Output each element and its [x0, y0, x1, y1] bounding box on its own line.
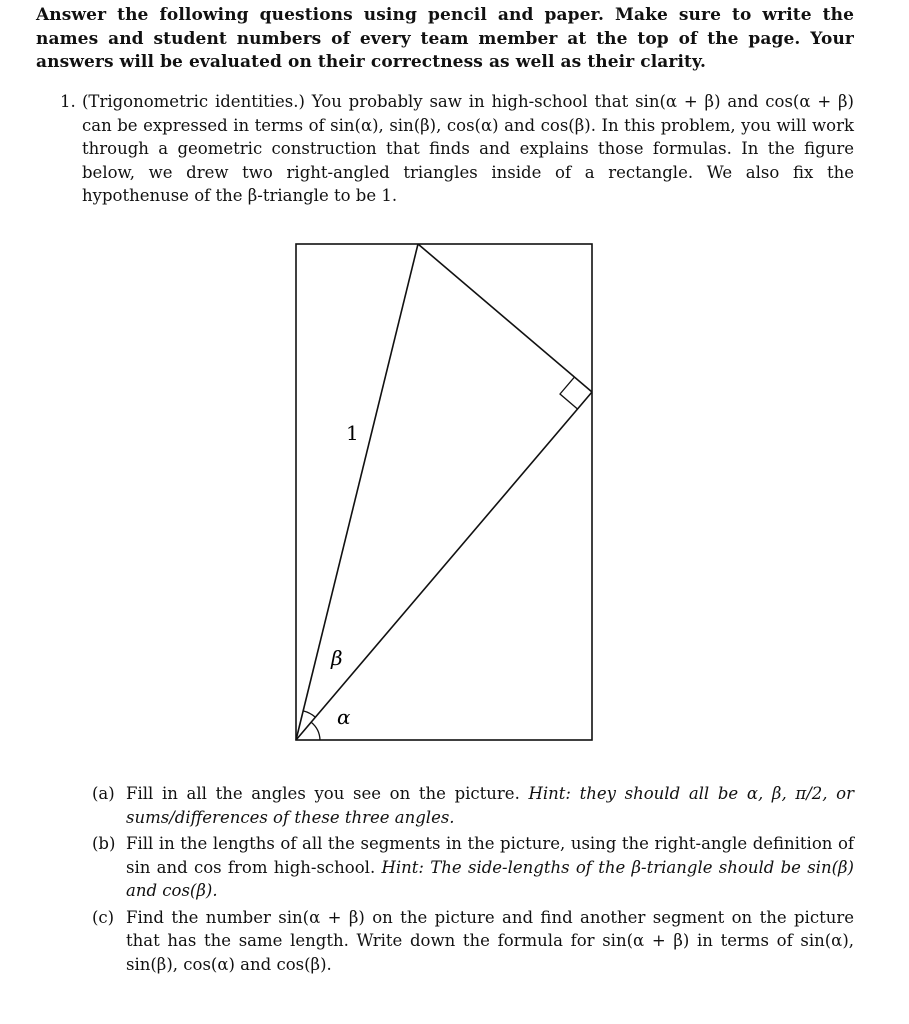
problem-number: 1. — [60, 92, 76, 111]
alpha-label: α — [337, 705, 351, 729]
instructions-text: Answer the following questions using pencil and paper. Make sure to write the names and student numbers of every team member at the top of the page. Your answers will be evaluated on their correctness as well as their clarity. — [36, 5, 854, 72]
part-a — [92, 782, 854, 829]
part-b-text: Fill in the lengths of all the segments in the picture, using the right-angle definition of sin and cos from high-school. — [126, 834, 854, 877]
part-b-hint: Hint: The side-lengths of the β-triangle should be sin(β) and cos(β). — [126, 857, 854, 900]
part-a-text: Fill in all the angles you see on the picture. — [126, 784, 520, 803]
hypotenuse-segment — [296, 244, 418, 740]
part-b-label: (b) — [92, 834, 116, 853]
part-b — [92, 832, 854, 903]
part-c-label: (c) — [92, 907, 115, 927]
part-a-hint: Hint: they should all be α, β, π/2, or sums/differences of these three angles. — [126, 784, 854, 827]
problem-title: (Trigonometric identities.) — [82, 92, 305, 111]
beta-label: β — [331, 646, 343, 670]
sub-questions — [92, 782, 854, 979]
beta-opposite-segment — [418, 244, 592, 392]
right-angle-marker — [560, 377, 578, 409]
part-a-label: (a) — [92, 784, 115, 803]
beta-angle-arc — [303, 711, 315, 717]
part-c — [92, 906, 854, 977]
alpha-hypotenuse-segment — [296, 392, 592, 740]
alpha-angle-arc — [311, 722, 320, 740]
part-c-text: Find the number sin(α + β) on the picture and find another segment on the picture that has the same length. Write down the formula for sin(α + β) in terms of sin(α), sin(β), cos(α) and cos(β). — [126, 907, 854, 974]
problem-text: You probably saw in high-school that sin(α + β) and cos(α + β) can be expressed in terms of sin(α), sin(β), cos(α) and cos(β). In this problem, you will work through a geometric construction that finds and explains those formulas. In the figure below, we drew two right-angled triangles inside of a rectangle. We also fix the hypothenuse of the β-triangle to be 1. — [82, 92, 854, 205]
hypotenuse-label: 1 — [346, 421, 359, 445]
